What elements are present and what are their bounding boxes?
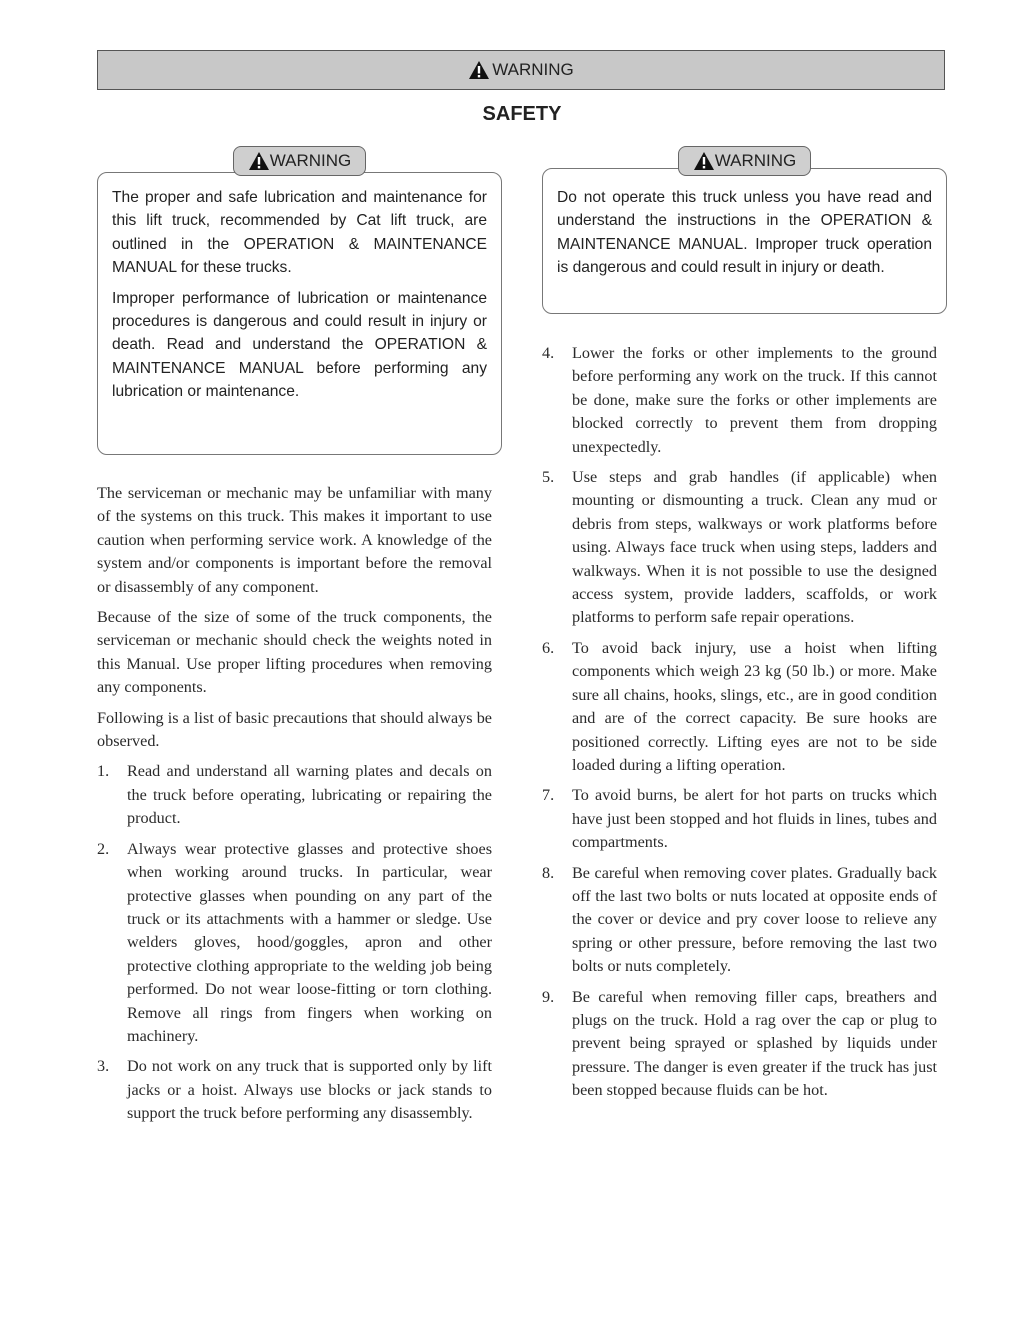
- list-item-number: 4.: [542, 344, 555, 362]
- list-item: [542, 342, 937, 459]
- page-title: SAFETY: [482, 103, 562, 125]
- left-warning-para-1: The proper and safe lubrication and maintenance for this lift truck, recommended by Cat lift truck, are outlined in the OPERATION & MAINTENANCE MANUAL for these trucks.: [112, 189, 487, 277]
- right-warning-tab-label: WARNING: [714, 151, 797, 170]
- warning-triangle-icon: [248, 151, 270, 171]
- list-item-text: Be careful when removing cover plates. Gradually back off the last two bolts or nuts located at opposite ends of the cover or device and pry cover loose to relieve any spring or other pressure, before removing the last two bolts or nuts completely.: [572, 863, 937, 976]
- warning-banner: [97, 50, 945, 90]
- list-item-number: 2.: [97, 839, 110, 858]
- list-item-number: 7.: [542, 786, 555, 805]
- list-item-text: Do not work on any truck that is supported only by lift jacks or a hoist. Always use blocks or jack stands to support the truck before performing any disassembly.: [127, 1057, 492, 1123]
- list-item: [542, 784, 937, 854]
- intro-paragraph-1: The serviceman or mechanic may be unfamiliar with many of the systems on this truck. This makes it important to use caution when performing service work. A knowledge of the system and/or components is important before the removal or disassembly of any component.: [97, 484, 492, 596]
- warning-triangle-icon: [468, 60, 490, 80]
- list-item-number: 9.: [542, 987, 555, 1006]
- list-item: [542, 986, 937, 1103]
- list-item-number: 6.: [542, 638, 555, 657]
- list-item-number: 5.: [542, 468, 555, 487]
- right-warning-tab: [678, 146, 811, 176]
- list-item: [542, 862, 937, 979]
- list-item-text: Read and understand all warning plates and decals on the truck before operating, lubricating or repairing the product.: [127, 762, 492, 828]
- left-warning-para-2: Improper performance of lubrication or maintenance procedures is dangerous and could result in injury or death. Read and understand the OPERATION & MAINTENANCE MANUAL before performing any lubrication or maintenance.: [112, 289, 487, 401]
- list-item-text: Lower the forks or other implements to the ground before performing any work on the truck. If this cannot be done, make sure the forks or other implements are blocked correctly to prevent them from dropping unexpectedly.: [572, 344, 937, 456]
- list-item: [97, 838, 492, 1049]
- right-warning-para-1: Do not operate this truck unless you have read and understand the instructions in the OPERATION & MAINTENANCE MANUAL. Improper truck operation is dangerous and could result in injury or death.: [557, 189, 932, 277]
- list-item-text: To avoid burns, be alert for hot parts on trucks which have just been stopped and hot fluids in lines, tubes and compartments.: [572, 786, 937, 852]
- left-column: [97, 482, 492, 1133]
- intro-paragraph-2: Because of the size of some of the truck components, the serviceman or mechanic should check the weights noted in this Manual. Use proper lifting procedures when removing any components.: [97, 608, 492, 697]
- list-item-text: Use steps and grab handles (if applicable) when mounting or dismounting a truck. Clean any mud or debris from steps, walkways or work platforms before using. Always face truck when using steps, ladders and walkways. When it is not possible to use the designed access system, provide ladders, scaffolds, or work platforms to perform safe repair operations.: [572, 468, 937, 627]
- right-column: [542, 342, 937, 1110]
- list-item: [97, 1055, 492, 1125]
- list-item-number: 8.: [542, 863, 555, 882]
- list-item-number: 3.: [97, 1057, 110, 1076]
- list-item: [542, 637, 937, 777]
- warning-triangle-icon: [693, 151, 715, 171]
- left-warning-box: [97, 172, 502, 455]
- right-warning-box: [542, 168, 947, 314]
- left-warning-tab-label: WARNING: [269, 151, 352, 170]
- list-item: [97, 760, 492, 830]
- intro-paragraph-3: Following is a list of basic precautions that should always be observed.: [97, 708, 492, 751]
- list-item-text: To avoid back injury, use a hoist when lifting components which weigh 23 kg (50 lb.) or more. Make sure all chains, hooks, slings, etc., are in good condition and are of the correct capacity. Be sure hooks are positioned correctly. Lifting eyes are not to be side loaded during a lifting operation.: [572, 638, 937, 774]
- list-item: [542, 466, 937, 630]
- list-item-text: Be careful when removing filler caps, breathers and plugs on the truck. Hold a rag over the cap or plug to prevent being sprayed or splashed by liquids under pressure. The danger is even greater if the truck has just been stopped because fluids can be hot.: [572, 987, 937, 1100]
- list-item-text: Always wear protective glasses and protective shoes when working around trucks. In particular, wear protective glasses when pounding on any part of the truck or its attachments with a hammer or sledge. Use welders gloves, hood/goggles, apron and other protective clothing appropriate to the welding job being performed. Do not wear loose-fitting or torn clothing. Remove all rings from fingers when working on machinery.: [127, 839, 492, 1045]
- left-warning-tab: [233, 146, 366, 176]
- list-item-number: 1.: [97, 762, 110, 781]
- banner-label: WARNING: [492, 60, 574, 79]
